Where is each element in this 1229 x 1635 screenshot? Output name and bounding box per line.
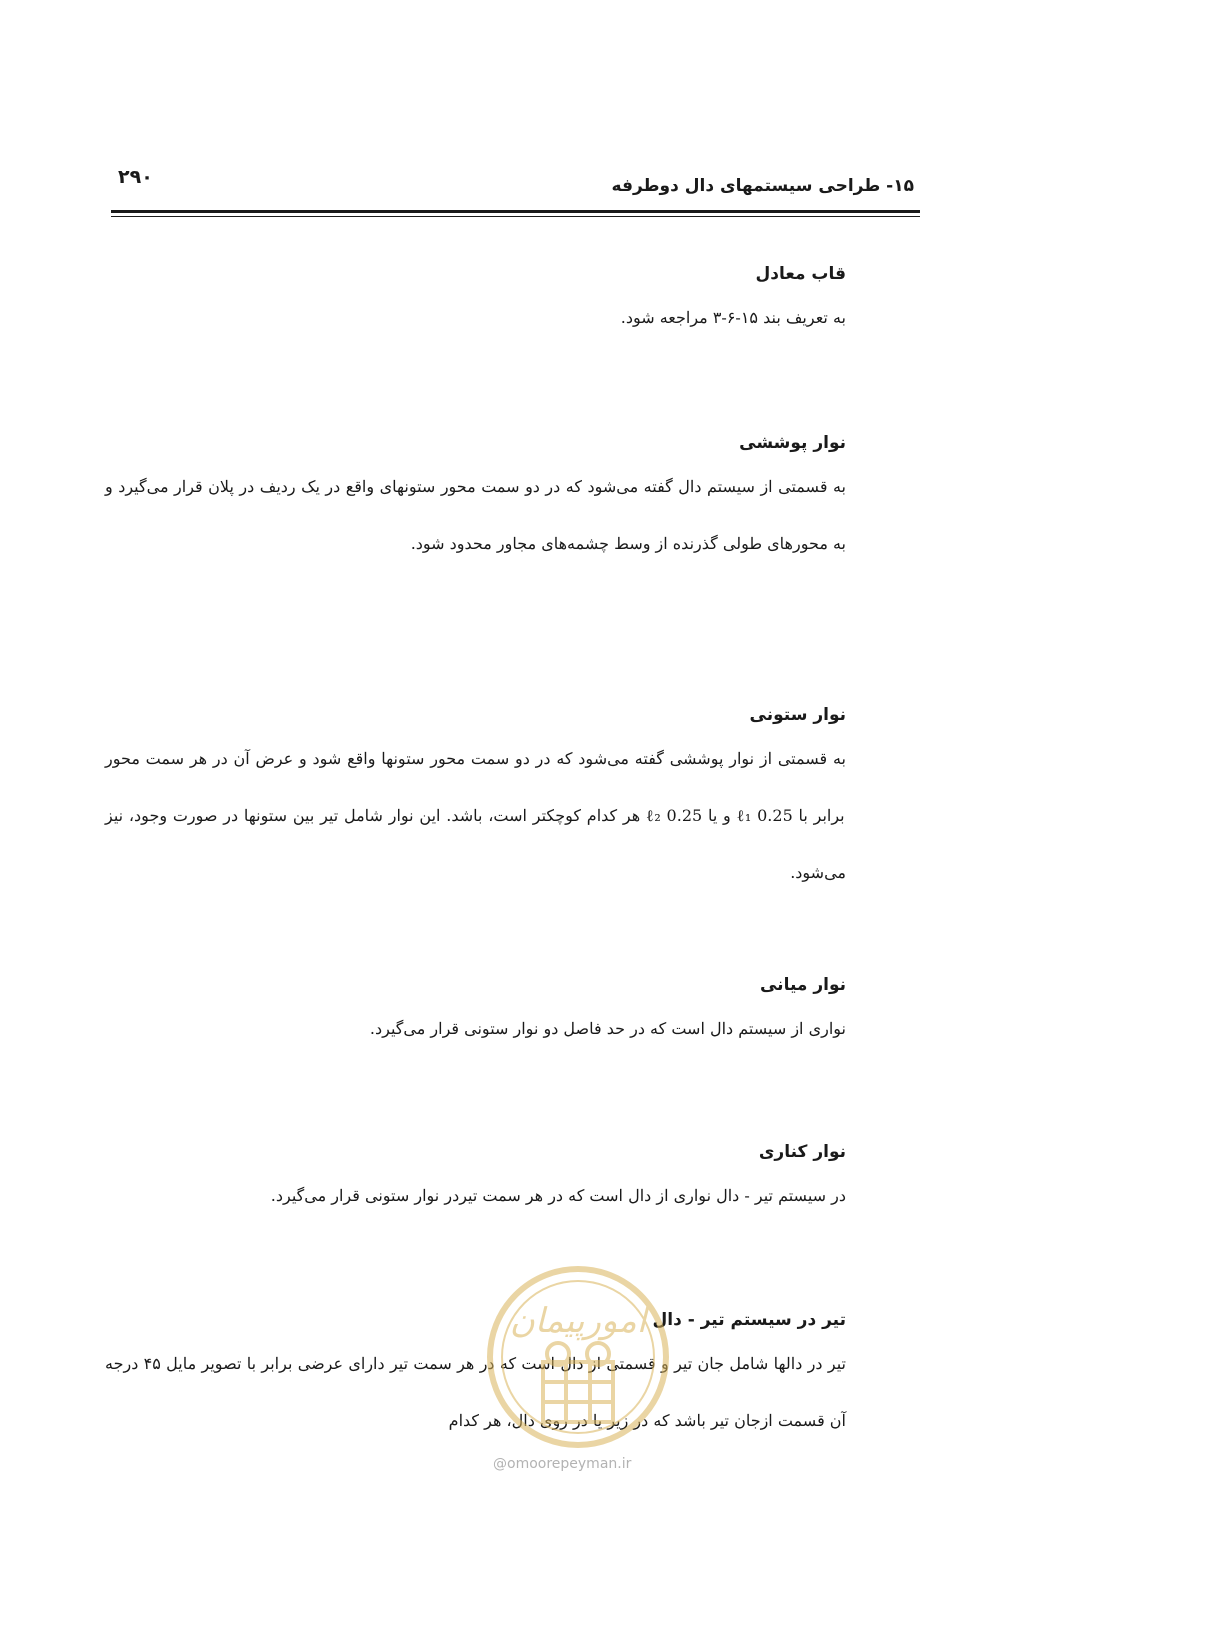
watermark-url: @omoorepeyman.ir (493, 1456, 632, 1472)
section-body: به تعریف بند ۱۵-۶-۳ مراجعه شود. (620, 308, 846, 327)
section-body: تیر در دالها شامل جان تیر و قسمتی از دال است که در هر سمت تیر دارای عرضی برابر با تصویر مایل ۴۵ درجه آن قسمت ازجان تیر باشد که در زیر یا در روی دال، هر کدام (105, 1354, 846, 1430)
section-body: در سیستم تیر - دال نواری از دال است که در هر سمت تیردر نوار ستونی قرار می‌گیرد. (270, 1186, 846, 1205)
section-middle-strip (105, 970, 846, 1057)
watermark-logo-text: امورپیمان (509, 1301, 647, 1341)
section-title: نوار کناری (758, 1142, 846, 1162)
section-title: تیر در سیستم تیر - دال (652, 1310, 846, 1330)
section-body: نواری از سیستم دال است که در حد فاصل دو نوار ستونی قرار می‌گیرد. (369, 1019, 846, 1038)
section-column-strip (105, 700, 846, 901)
header-rule-thin (111, 216, 920, 217)
section-equivalent-frame (105, 259, 846, 346)
section-body: به قسمتی از سیستم دال گفته می‌شود که در دو سمت محور ستونهای واقع در یک ردیف در پلان قرار می‌گیرد و به محورهای طولی گذرنده از وسط چشمه‌های مجاور محدود شود. (105, 477, 846, 553)
section-title: نوار میانی (759, 975, 846, 995)
page-number: ۲۹۰ (118, 166, 153, 188)
section-covering-strip (105, 428, 846, 572)
header-rule-thick (111, 210, 920, 213)
chapter-title: ۱۵- طراحی سیستمهای دال دوطرفه (611, 176, 914, 196)
section-body: به قسمتی از نوار پوششی گفته می‌شود که در دو سمت محور ستونها واقع شود و عرض آن در هر سمت محور برابر با 0.25 ℓ₁ و یا 0.25 ℓ₂ هر کدام کوچکتر است، باشد. این نوار شامل تیر بین ستونها در صورت وجود، نیز می‌شود. (105, 749, 846, 882)
section-title: نوار ستونی (749, 705, 846, 725)
section-edge-strip (105, 1137, 846, 1224)
section-title: نوار پوششی (739, 433, 846, 453)
section-title: قاب معادل (755, 264, 846, 284)
section-beam-in-beam-slab (105, 1305, 846, 1449)
